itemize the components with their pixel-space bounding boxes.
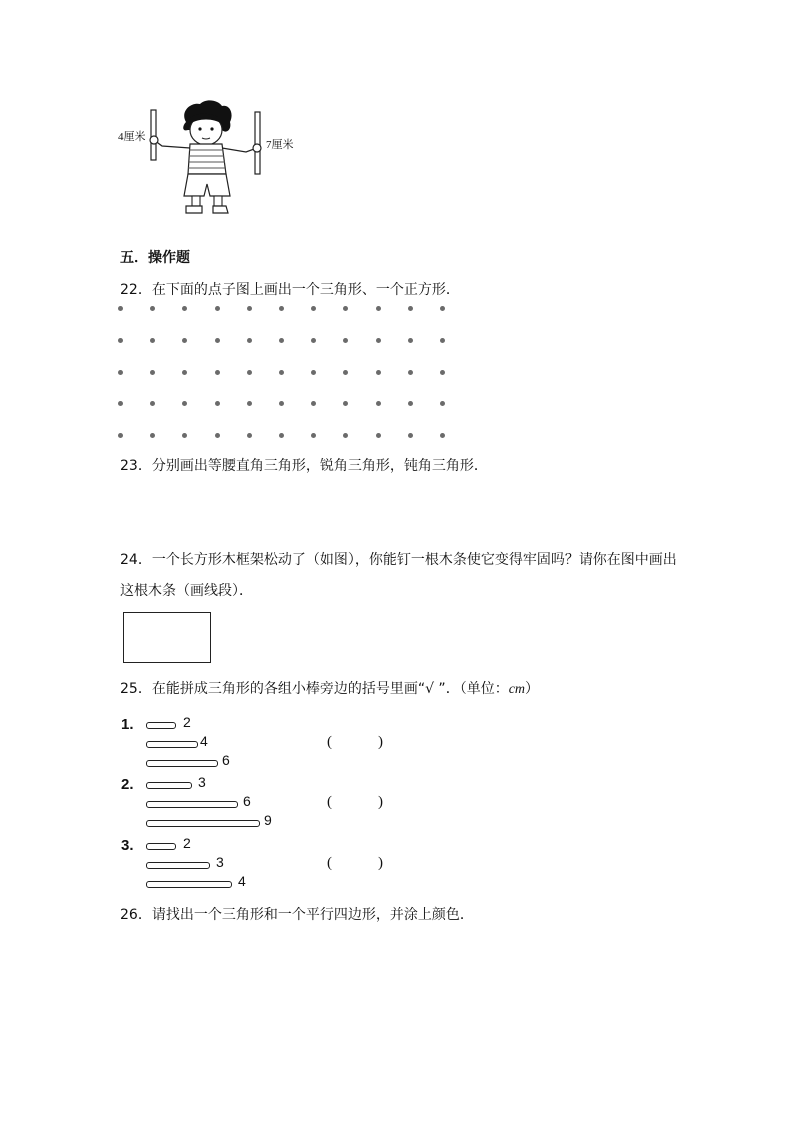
- grid-dot[interactable]: [182, 370, 187, 375]
- grid-dot[interactable]: [440, 401, 445, 406]
- rod-length: 2: [183, 835, 191, 851]
- boy-illustration: [118, 100, 298, 220]
- grid-dot[interactable]: [279, 370, 284, 375]
- rod-length: 4: [238, 873, 246, 889]
- group-2-label: 2.: [121, 776, 134, 793]
- grid-dot[interactable]: [311, 433, 316, 438]
- group-1-answer-parens[interactable]: ( ): [327, 734, 383, 750]
- grid-dot[interactable]: [247, 338, 252, 343]
- grid-dot[interactable]: [440, 338, 445, 343]
- grid-dot[interactable]: [247, 306, 252, 311]
- grid-dot[interactable]: [311, 401, 316, 406]
- grid-dot[interactable]: [440, 306, 445, 311]
- rod-length: 3: [216, 854, 224, 870]
- rod-length: 4: [200, 733, 208, 749]
- right-stick-length-label: 7厘米: [266, 139, 294, 151]
- question-26: 26．请找出一个三角形和一个平行四边形，并涂上颜色．: [120, 907, 474, 923]
- grid-dot[interactable]: [343, 370, 348, 375]
- grid-dot[interactable]: [440, 370, 445, 375]
- rod-length: 6: [222, 752, 230, 768]
- grid-dot[interactable]: [343, 433, 348, 438]
- grid-dot[interactable]: [215, 401, 220, 406]
- grid-dot[interactable]: [376, 433, 381, 438]
- rectangle-wood-frame[interactable]: [123, 612, 211, 663]
- grid-dot[interactable]: [408, 433, 413, 438]
- question-25: [120, 679, 539, 700]
- question-25-text-end: ）: [525, 681, 540, 697]
- boy-with-sticks-figure: [118, 100, 298, 220]
- grid-dot[interactable]: [247, 433, 252, 438]
- grid-dot[interactable]: [150, 306, 155, 311]
- grid-dot[interactable]: [376, 401, 381, 406]
- grid-dot[interactable]: [408, 401, 413, 406]
- grid-dot[interactable]: [279, 306, 284, 311]
- question-24-line-1: 24．一个长方形木框架松动了（如图），你能钉一根木条使它变得牢固吗？请你在图中画出: [120, 552, 677, 568]
- grid-dot[interactable]: [182, 401, 187, 406]
- group-2-answer-parens[interactable]: ( ): [327, 794, 383, 810]
- grid-dot[interactable]: [279, 433, 284, 438]
- grid-dot[interactable]: [311, 306, 316, 311]
- left-stick-length-label: 4厘米: [118, 131, 146, 143]
- grid-dot[interactable]: [118, 433, 123, 438]
- grid-dot[interactable]: [215, 370, 220, 375]
- grid-dot[interactable]: [150, 338, 155, 343]
- grid-dot[interactable]: [408, 338, 413, 343]
- grid-dot[interactable]: [376, 370, 381, 375]
- grid-dot[interactable]: [343, 306, 348, 311]
- grid-dot[interactable]: [182, 433, 187, 438]
- grid-dot[interactable]: [311, 338, 316, 343]
- grid-dot[interactable]: [311, 370, 316, 375]
- grid-dot[interactable]: [182, 306, 187, 311]
- grid-dot[interactable]: [215, 306, 220, 311]
- dot-grid[interactable]: [118, 306, 458, 446]
- group-3-label: 3.: [121, 837, 134, 854]
- section-title: 五．操作题: [120, 250, 190, 266]
- grid-dot[interactable]: [215, 338, 220, 343]
- question-24-line-2: 这根木条（画线段）．: [120, 583, 253, 599]
- grid-dot[interactable]: [343, 338, 348, 343]
- rod-length: 6: [243, 793, 251, 809]
- grid-dot[interactable]: [215, 433, 220, 438]
- grid-dot[interactable]: [118, 306, 123, 311]
- grid-dot[interactable]: [118, 370, 123, 375]
- grid-dot[interactable]: [408, 306, 413, 311]
- question-25-unit: cm: [508, 682, 526, 697]
- question-25-text: 25．在能拼成三角形的各组小棒旁边的括号里画“√ ”．（单位：: [120, 681, 509, 697]
- grid-dot[interactable]: [408, 370, 413, 375]
- grid-dot[interactable]: [118, 401, 123, 406]
- grid-dot[interactable]: [279, 401, 284, 406]
- grid-dot[interactable]: [279, 338, 284, 343]
- rod-length: 3: [198, 774, 206, 790]
- question-22: 22．在下面的点子图上画出一个三角形、一个正方形．: [120, 282, 460, 298]
- question-23: 23．分别画出等腰直角三角形，锐角三角形，钝角三角形．: [120, 458, 488, 474]
- grid-dot[interactable]: [150, 433, 155, 438]
- grid-dot[interactable]: [376, 306, 381, 311]
- group-3-answer-parens[interactable]: ( ): [327, 855, 383, 871]
- group-1-label: 1.: [121, 716, 134, 733]
- rod-length: 9: [264, 812, 272, 828]
- grid-dot[interactable]: [247, 401, 252, 406]
- grid-dot[interactable]: [150, 370, 155, 375]
- grid-dot[interactable]: [150, 401, 155, 406]
- grid-dot[interactable]: [440, 433, 445, 438]
- grid-dot[interactable]: [182, 338, 187, 343]
- grid-dot[interactable]: [118, 338, 123, 343]
- grid-dot[interactable]: [376, 338, 381, 343]
- grid-dot[interactable]: [343, 401, 348, 406]
- grid-dot[interactable]: [247, 370, 252, 375]
- rod-length: 2: [183, 714, 191, 730]
